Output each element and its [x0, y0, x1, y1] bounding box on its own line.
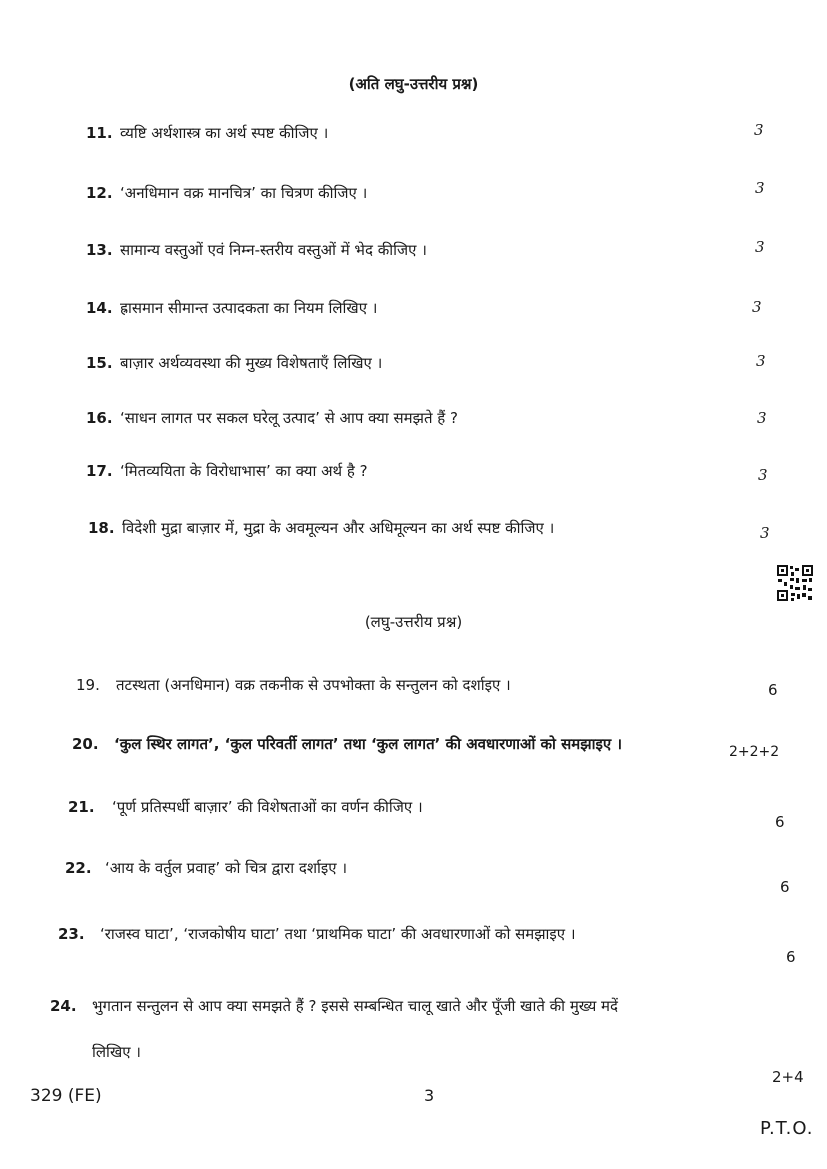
marks-21: 6 — [775, 813, 785, 831]
marks-12: 3 — [755, 179, 765, 197]
question-number: 23. — [58, 925, 85, 943]
question-text: ‘अनधिमान वक्र मानचित्र’ का चित्रण कीजिए । — [120, 184, 368, 202]
question-number: 21. — [68, 798, 95, 816]
pto-label: P.T.O. — [760, 1118, 814, 1139]
page-number: 3 — [424, 1086, 435, 1105]
question-18 — [88, 518, 554, 538]
question-text: ह्रासमान सीमान्त उत्पादकता का नियम लिखिए । — [120, 299, 378, 317]
section-title-very-short: (अति लघु-उत्तरीय प्रश्न) — [348, 75, 479, 93]
question-number: 15. — [86, 354, 113, 372]
marks-11: 3 — [754, 121, 764, 139]
question-number: 16. — [86, 409, 113, 427]
question-text: सामान्य वस्तुओं एवं निम्न-स्तरीय वस्तुओं में भेद कीजिए । — [120, 241, 427, 259]
question-text: ‘आय के वर्तुल प्रवाह’ को चित्र द्वारा दर्शाइए । — [105, 859, 348, 877]
question-19 — [76, 675, 511, 695]
question-17 — [86, 461, 368, 481]
question-24 — [50, 996, 618, 1016]
question-text: विदेशी मुद्रा बाज़ार में, मुद्रा के अवमूल्यन और अधिमूल्यन का अर्थ स्पष्ट कीजिए । — [122, 519, 555, 537]
marks-20: 2+2+2 — [729, 744, 780, 760]
question-23 — [58, 924, 576, 944]
question-20 — [72, 734, 622, 754]
question-16 — [86, 408, 458, 428]
question-text: ‘साधन लागत पर सकल घरेलू उत्पाद’ से आप क्या समझते हैं ? — [120, 409, 458, 427]
question-11 — [86, 123, 328, 143]
question-number: 19. — [76, 676, 100, 694]
question-number: 20. — [72, 735, 99, 753]
qr-code-icon — [776, 564, 814, 602]
question-text: बाज़ार अर्थव्यवस्था की मुख्य विशेषताएँ लिखिए । — [120, 354, 383, 372]
question-13 — [86, 240, 427, 260]
question-24-continuation: लिखिए । — [92, 1043, 141, 1061]
question-12 — [86, 183, 367, 203]
question-number: 12. — [86, 184, 113, 202]
marks-17: 3 — [758, 466, 768, 484]
section-title-short: (लघु-उत्तरीय प्रश्न) — [364, 613, 463, 631]
question-text: ‘राजस्व घाटा’, ‘राजकोषीय घाटा’ तथा ‘प्राथमिक घाटा’ की अवधारणाओं को समझाइए । — [100, 925, 576, 943]
question-number: 24. — [50, 997, 77, 1015]
marks-19: 6 — [768, 681, 778, 699]
question-number: 22. — [65, 859, 92, 877]
question-text: ‘कुल स्थिर लागत’, ‘कुल परिवर्ती लागत’ तथा ‘कुल लागत’ की अवधारणाओं को समझाइए । — [114, 735, 623, 753]
marks-23: 6 — [786, 948, 796, 966]
question-number: 17. — [86, 462, 113, 480]
question-15 — [86, 353, 382, 373]
marks-22: 6 — [780, 878, 790, 896]
question-text: ‘पूर्ण प्रतिस्पर्धी बाज़ार’ की विशेषताओं का वर्णन कीजिए । — [112, 798, 423, 816]
question-21 — [68, 797, 423, 817]
question-text: तटस्थता (अनधिमान) वक्र तकनीक से उपभोक्ता के सन्तुलन को दर्शाइए । — [116, 676, 511, 694]
question-22 — [65, 858, 347, 878]
marks-13: 3 — [755, 238, 765, 256]
marks-24: 2+4 — [772, 1068, 804, 1086]
question-14 — [86, 298, 377, 318]
question-number: 14. — [86, 299, 113, 317]
question-number: 11. — [86, 124, 113, 142]
question-number: 18. — [88, 519, 115, 537]
marks-18: 3 — [760, 524, 770, 542]
marks-15: 3 — [756, 352, 766, 370]
marks-14: 3 — [752, 298, 762, 316]
question-text: व्यष्टि अर्थशास्त्र का अर्थ स्पष्ट कीजिए । — [120, 124, 329, 142]
question-number: 13. — [86, 241, 113, 259]
question-text: ‘मितव्ययिता के विरोधाभास’ का क्या अर्थ है ? — [120, 462, 368, 480]
question-text: भुगतान सन्तुलन से आप क्या समझते हैं ? इससे सम्बन्धित चालू खाते और पूँजी खाते की मुख्य मदें — [92, 997, 618, 1015]
marks-16: 3 — [757, 409, 767, 427]
paper-code: 329 (FE) — [30, 1086, 102, 1106]
